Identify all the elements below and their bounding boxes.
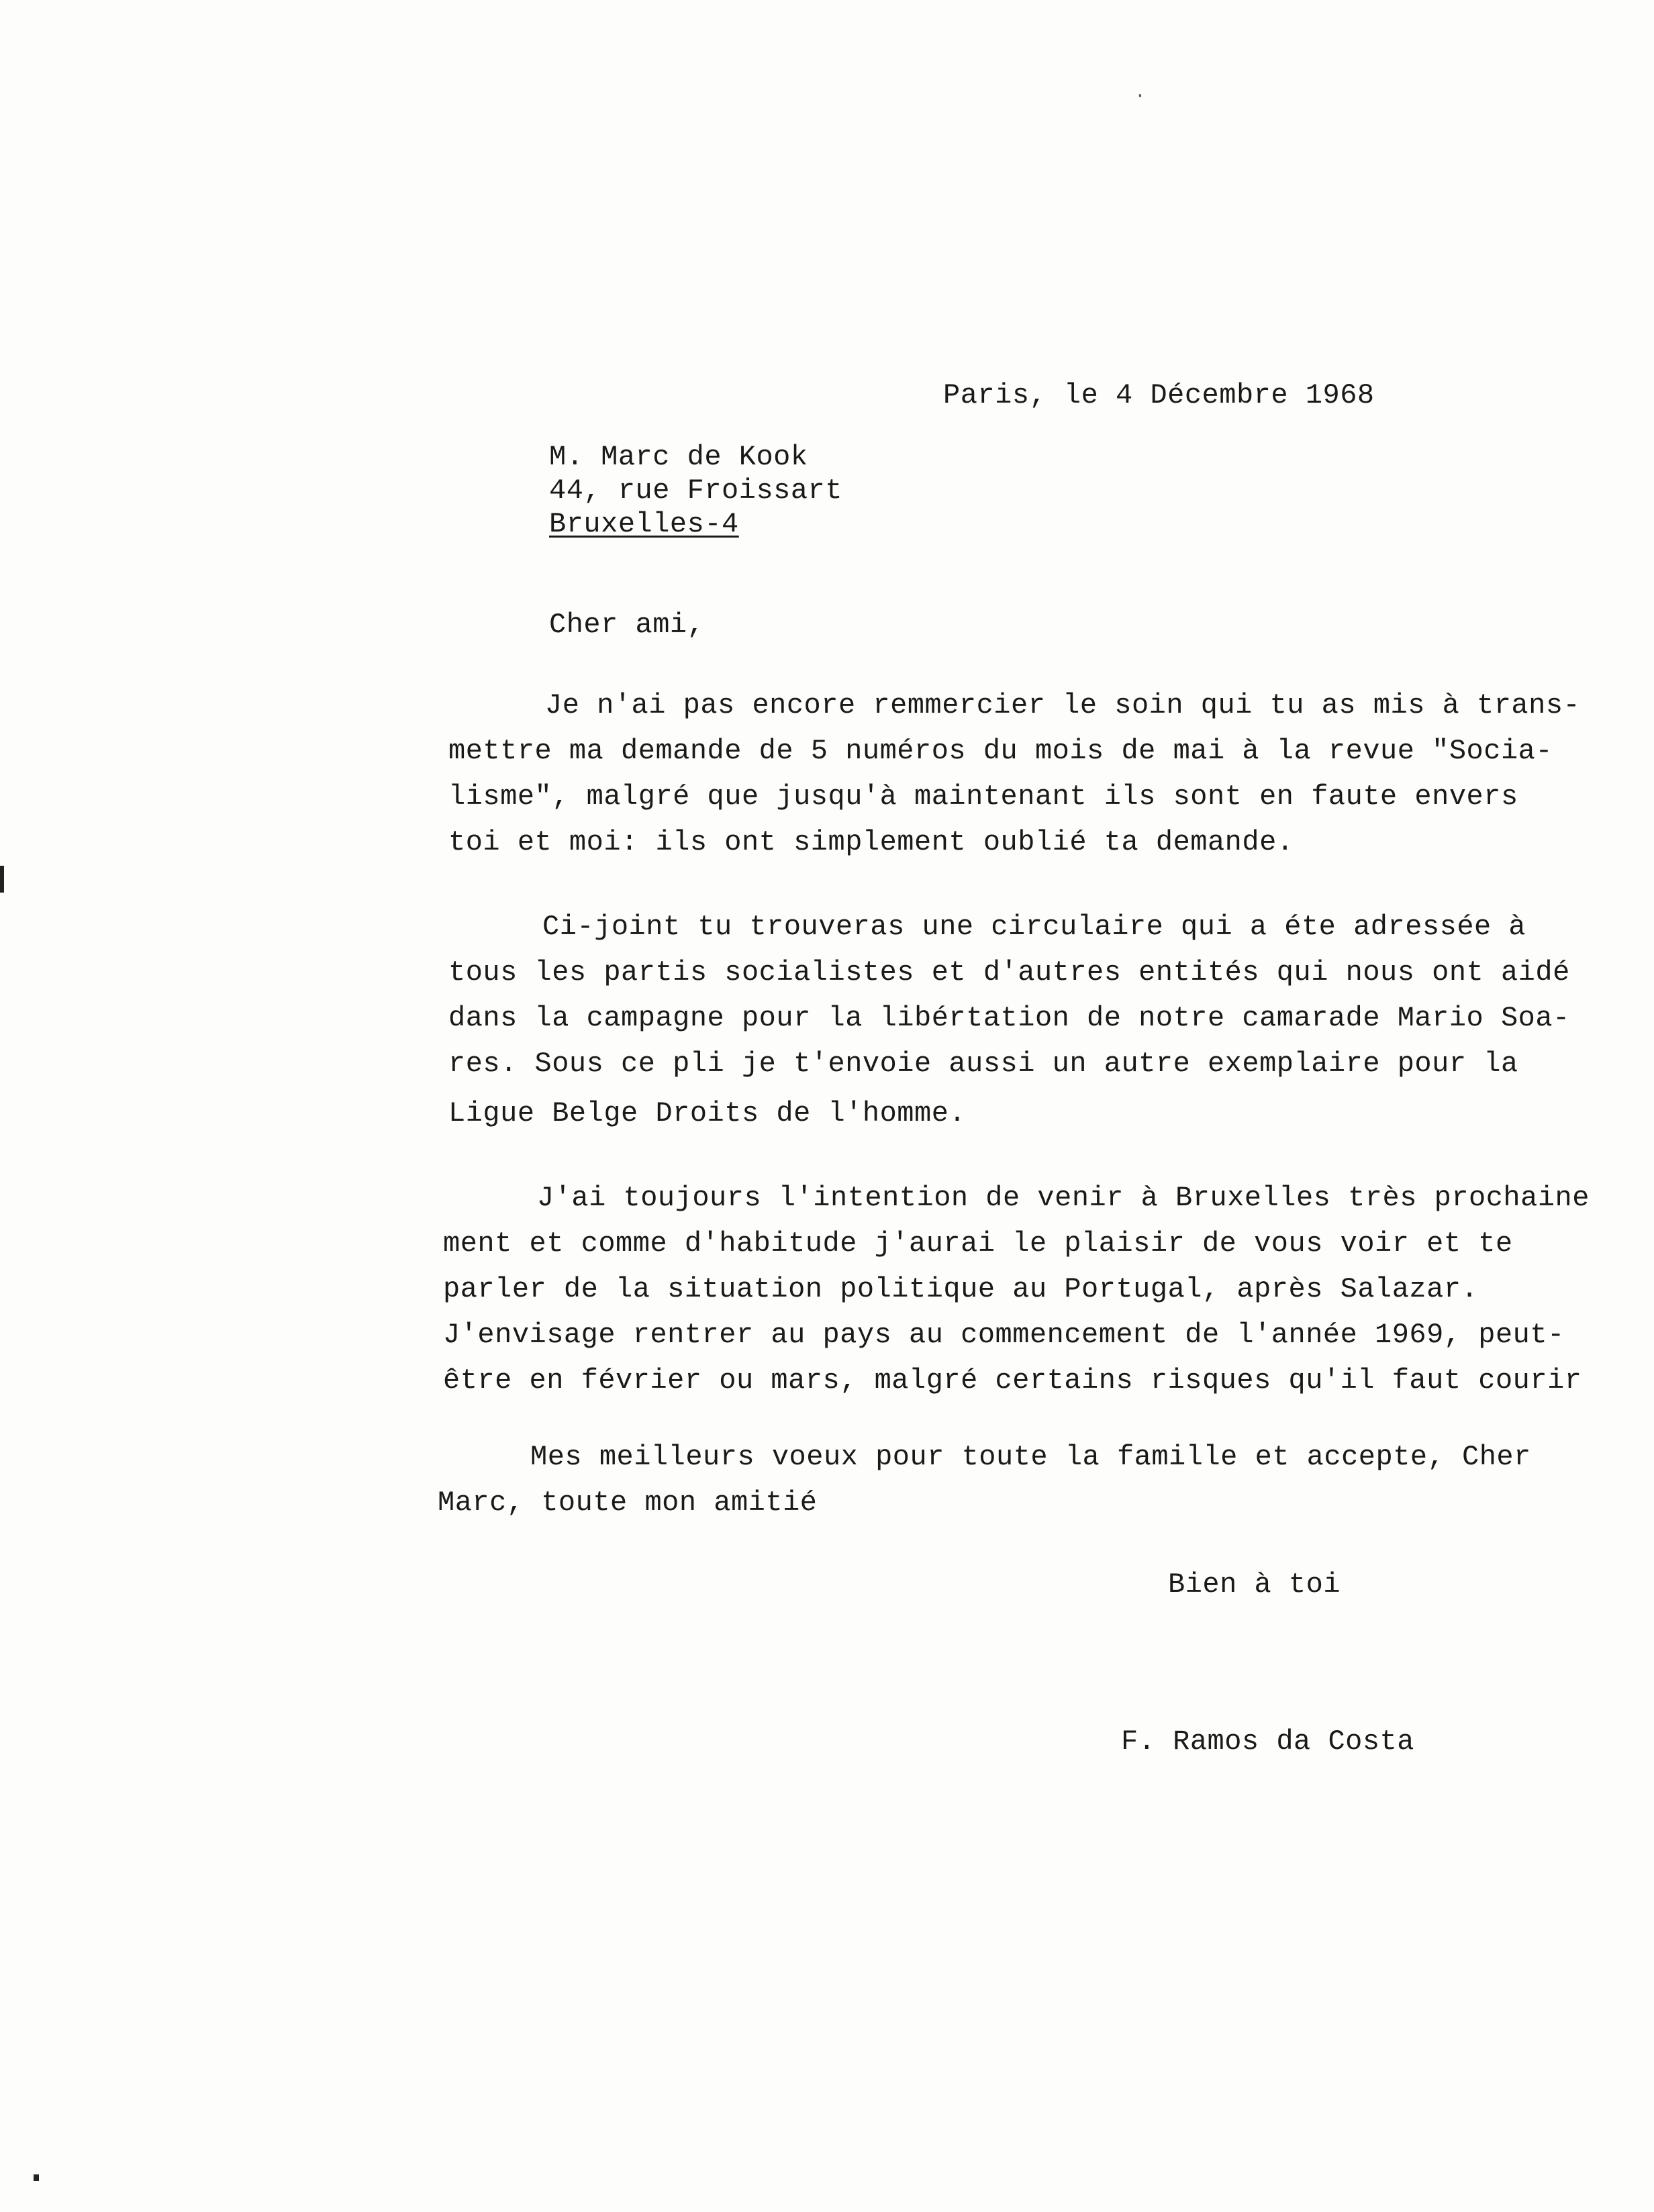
dateline: Paris, le 4 Décembre 1968 bbox=[943, 379, 1375, 411]
body-line: mettre ma demande de 5 numéros du mois de mai à la revue "Socia- bbox=[448, 735, 1553, 767]
body-line: res. Sous ce pli je t'envoie aussi un autre exemplaire pour la bbox=[448, 1048, 1518, 1080]
closing: Bien à toi bbox=[1168, 1568, 1341, 1601]
body-line: dans la campagne pour la libértation de notre camarade Mario Soa- bbox=[448, 1002, 1570, 1034]
body-line: J'ai toujours l'intention de venir à Bruxelles très prochaine bbox=[537, 1182, 1590, 1214]
body-line: Je n'ai pas encore remmercier le soin qui tu as mis à trans- bbox=[545, 689, 1581, 721]
scan-edge-mark bbox=[34, 2174, 39, 2181]
body-line: tous les partis socialistes et d'autres entités qui nous ont aidé bbox=[448, 956, 1570, 989]
salutation: Cher ami, bbox=[549, 609, 705, 641]
body-line: être en février ou mars, malgré certains risques qu'il faut courir bbox=[443, 1364, 1582, 1397]
scan-edge-mark bbox=[0, 866, 4, 893]
body-line: Ligue Belge Droits de l'homme. bbox=[448, 1097, 967, 1129]
recipient-street: 44, rue Froissart bbox=[549, 474, 842, 507]
body-line: Mes meilleurs voeux pour toute la famille et accepte, Cher bbox=[530, 1441, 1531, 1473]
recipient-city: Bruxelles-4 bbox=[549, 508, 739, 540]
body-line: lisme", malgré que jusqu'à maintenant ils sont en faute envers bbox=[448, 781, 1518, 813]
body-line: Marc, toute mon amitié bbox=[438, 1487, 818, 1519]
signature: F. Ramos da Costa bbox=[1121, 1725, 1414, 1758]
body-line: parler de la situation politique au Portugal, après Salazar. bbox=[443, 1273, 1479, 1305]
body-line: J'envisage rentrer au pays au commencement de l'année 1969, peut- bbox=[443, 1319, 1565, 1351]
body-line: Ci-joint tu trouveras une circulaire qui a éte adressée à bbox=[542, 911, 1526, 943]
recipient-name: M. Marc de Kook bbox=[549, 441, 808, 473]
body-line: ment et comme d'habitude j'aurai le plaisir de vous voir et te bbox=[443, 1227, 1513, 1260]
body-line: toi et moi: ils ont simplement oublié ta demande. bbox=[448, 826, 1294, 858]
scan-speck: · bbox=[1134, 86, 1146, 107]
